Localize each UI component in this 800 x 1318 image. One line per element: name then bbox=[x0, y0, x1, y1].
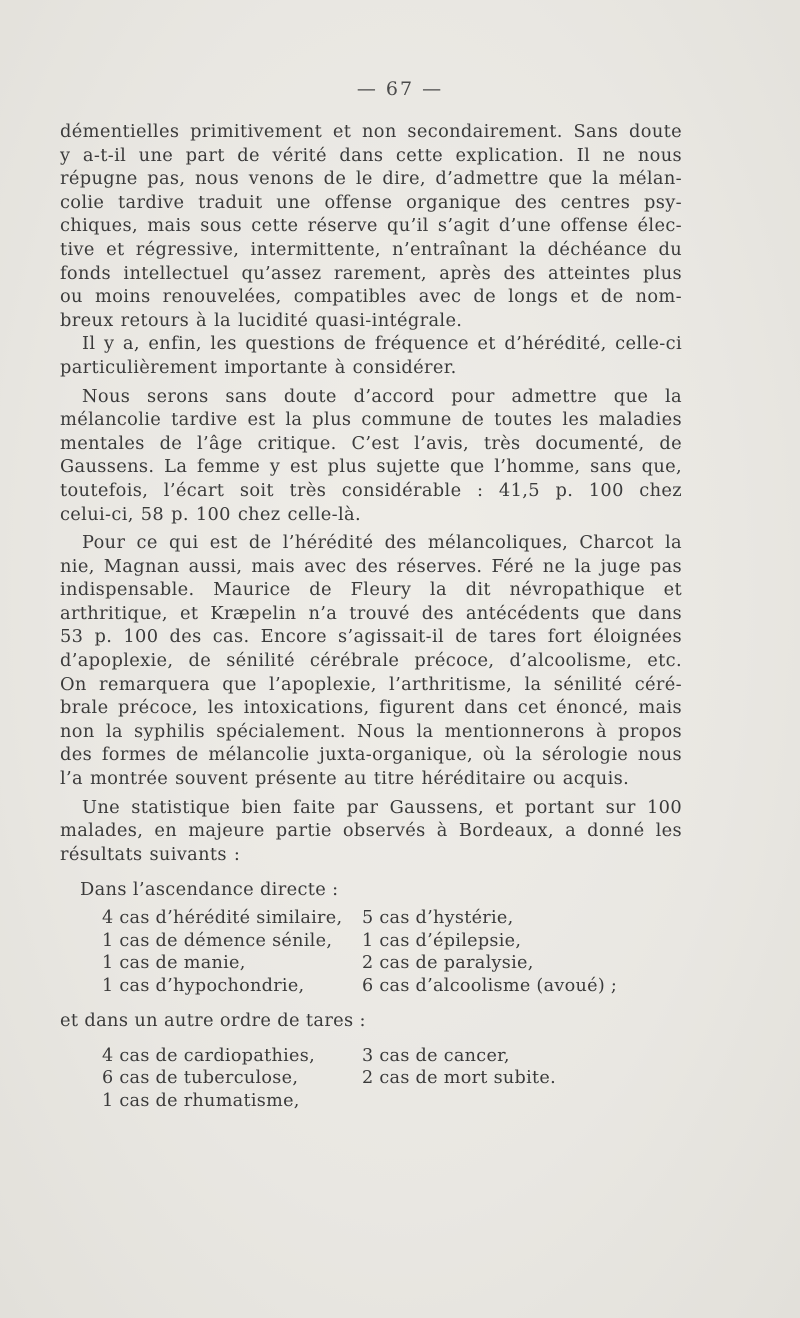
text-line: colie tardive traduit une offense organique des centres psy- bbox=[60, 191, 682, 213]
text-line: démentielles primitivement et non secondairement. Sans doute bbox=[60, 121, 682, 142]
table-row bbox=[60, 907, 682, 930]
text-line: On remarquera que l’apoplexie, l’arthritisme, la sénilité céré- bbox=[60, 673, 682, 695]
text-line: mélancolie tardive est la plus commune de toutes les maladies bbox=[60, 409, 682, 431]
text-line: Nous serons sans doute d’accord pour admettre que la bbox=[82, 385, 682, 407]
text-line: Gaussens. La femme y est plus sujette que l’homme, sans que, bbox=[60, 456, 682, 478]
text-line: brale précoce, les intoxications, figurent dans cet énoncé, mais bbox=[60, 697, 682, 719]
text-line: Pour ce qui est de l’hérédité des mélancoliques, Charcot la bbox=[82, 532, 682, 554]
text-line: d’apoplexie, de sénilité cérébrale précoce, d’alcoolisme, etc. bbox=[60, 650, 682, 672]
table-row bbox=[60, 952, 682, 975]
table-cell: 4 cas de cardiopathies, bbox=[102, 1045, 315, 1066]
text-line: tive et régressive, intermittente, n’entraînant la déchéance du bbox=[60, 238, 682, 260]
other-tares-table bbox=[60, 1045, 682, 1113]
text-line: chiques, mais sous cette réserve qu’il s’agit d’une offense élec- bbox=[60, 215, 682, 237]
text-line: Il y a, enfin, les questions de fréquence et d’hérédité, celle-ci bbox=[82, 333, 682, 355]
direct-ascendance-table bbox=[60, 907, 682, 997]
text-line: y a-t-il une part de vérité dans cette explication. Il ne nous bbox=[60, 144, 682, 166]
table-cell bbox=[362, 1090, 682, 1113]
paragraph bbox=[60, 385, 682, 527]
text-line: Une statistique bien faite par Gaussens, et portant sur 100 bbox=[82, 796, 682, 818]
text-line: ou moins renouvelées, compatibles avec de longs et de nom- bbox=[60, 286, 682, 308]
text-line: fonds intellectuel qu’assez rarement, après des atteintes plus bbox=[60, 262, 682, 284]
text-line: des formes de mélancolie juxta-organique, où la sérologie nous bbox=[60, 744, 682, 766]
table-cell: 3 cas de cancer, bbox=[362, 1045, 510, 1066]
text-line: nie, Magnan aussi, mais avec des réserves. Féré ne la juge pas bbox=[60, 555, 682, 577]
text-line: toutefois, l’écart soit très considérable : 41,5 p. 100 chez bbox=[60, 479, 682, 501]
table-cell: 1 cas d’épilepsie, bbox=[362, 930, 522, 951]
text-line: celui-ci, 58 p. 100 chez celle-là. bbox=[60, 503, 362, 525]
text-line: 53 p. 100 des cas. Encore s’agissait-il de tares fort éloignées bbox=[60, 626, 682, 648]
table-cell: 1 cas de manie, bbox=[102, 953, 246, 973]
text-line: mentales de l’âge critique. C’est l’avis, très documenté, de bbox=[60, 432, 682, 454]
table-cell: 1 cas de rhumatisme, bbox=[102, 1090, 300, 1111]
table-cell: 5 cas d’hystérie, bbox=[362, 908, 514, 928]
table-row bbox=[60, 1045, 682, 1068]
paragraph bbox=[60, 120, 682, 332]
text-line: résultats suivants : bbox=[60, 843, 241, 865]
text-line: particulièrement importante à considérer. bbox=[60, 356, 457, 378]
text-line: malades, en majeure partie observés à Bordeaux, a donné les bbox=[60, 820, 682, 842]
table-cell: 1 cas d’hypochondrie, bbox=[102, 975, 305, 996]
table-row bbox=[60, 1090, 682, 1113]
text-line: répugne pas, nous venons de le dire, d’admettre que la mélan- bbox=[60, 168, 682, 190]
page-body bbox=[60, 120, 682, 1112]
table-cell: 6 cas d’alcoolisme (avoué) ; bbox=[362, 975, 618, 996]
table-cell: 4 cas d’hérédité similaire, bbox=[102, 908, 343, 928]
table-cell: 6 cas de tuberculose, bbox=[102, 1068, 299, 1089]
paragraph bbox=[60, 332, 682, 379]
table-cell: 2 cas de paralysie, bbox=[362, 953, 534, 973]
text-line: indispensable. Maurice de Fleury la dit névropathique et bbox=[60, 579, 682, 601]
table-cell: 2 cas de mort subite. bbox=[362, 1068, 556, 1089]
other-tares-heading: et dans un autre ordre de tares : bbox=[60, 1010, 366, 1031]
page-number: — 67 — bbox=[356, 78, 444, 100]
text-line: l’a montrée souvent présente au titre héréditaire ou acquis. bbox=[60, 768, 630, 790]
table-row bbox=[60, 930, 682, 953]
table-row bbox=[60, 1067, 682, 1090]
paragraph bbox=[60, 796, 682, 867]
text-line: breux retours à la lucidité quasi-intégrale. bbox=[60, 309, 463, 331]
text-line: arthritique, et Kræpelin n’a trouvé des antécédents que dans bbox=[60, 602, 682, 624]
text-line: non la syphilis spécialement. Nous la mentionnerons à propos bbox=[60, 720, 682, 742]
table-cell: 1 cas de démence sénile, bbox=[102, 930, 333, 951]
table-row bbox=[60, 975, 682, 998]
direct-ascendance-heading: Dans l’ascendance directe : bbox=[80, 879, 339, 901]
paragraph bbox=[60, 531, 682, 791]
